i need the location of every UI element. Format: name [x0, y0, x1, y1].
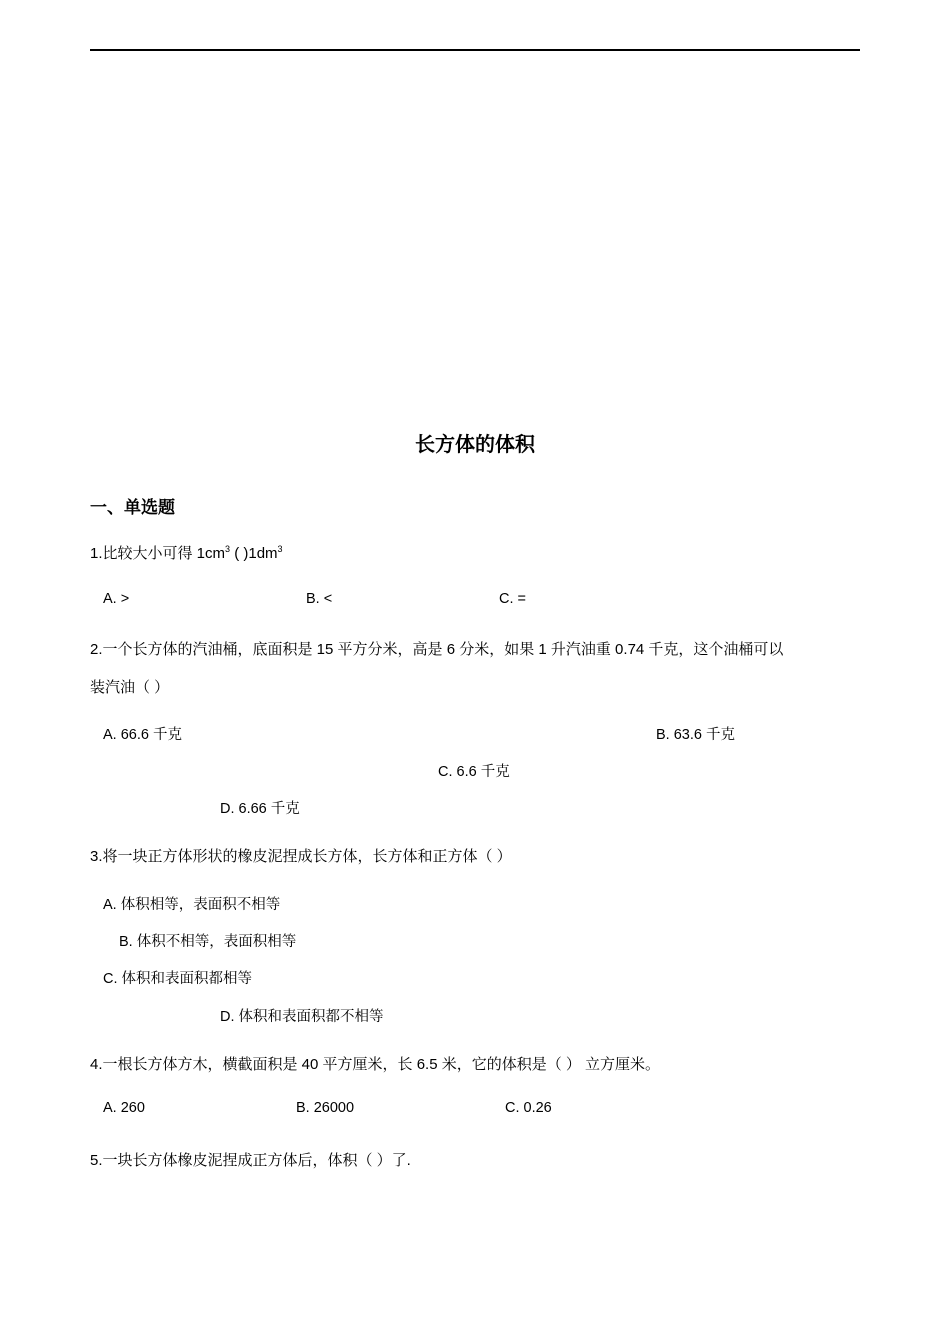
q1-option-b[interactable]: B. < [306, 591, 333, 607]
page-title: 长方体的体积 [415, 434, 535, 456]
q2-option-c[interactable]: C. 6.6 千克 [438, 764, 510, 780]
q1-option-a[interactable]: A. > [103, 591, 130, 607]
question-4: 4.一根长方体方木，横截面积是 40 平方厘米，长 6.5 米，它的体积是（ ） 立方厘米。 [90, 1056, 661, 1073]
question-1-exponent-a: 3 [225, 544, 231, 554]
q1-option-c[interactable]: C. = [499, 591, 526, 607]
q3-option-a[interactable]: A. 体积相等，表面积不相等 [103, 897, 281, 913]
q2-option-d[interactable]: D. 6.66 千克 [220, 801, 300, 817]
q3-option-d[interactable]: D. 体积和表面积都不相等 [220, 1009, 384, 1025]
q2-option-a[interactable]: A. 66.6 千克 [103, 727, 182, 743]
q4-option-b[interactable]: B. 26000 [296, 1100, 355, 1116]
q4-option-c[interactable]: C. 0.26 [505, 1100, 552, 1116]
question-5: 5.一块长方体橡皮泥捏成正方体后，体积（ ）了. [90, 1152, 411, 1169]
question-2-line-2: 装汽油（ ） [90, 679, 170, 696]
q4-option-a[interactable]: A. 260 [103, 1100, 145, 1116]
section-heading: 一、单选题 [90, 498, 175, 517]
question-1-text-a: 1.比较大小可得 1cm [90, 545, 226, 562]
question-1-text-b: ( )1dm [230, 545, 278, 562]
question-1-exponent-b: 3 [277, 544, 283, 554]
question-1 [90, 542, 283, 563]
question-2-line-1: 2.一个长方体的汽油桶，底面积是 15 平方分米，高是 6 分米，如果 1 升汽油重 0.74 千克，这个油桶可以 [90, 641, 784, 658]
header-rule [90, 49, 860, 51]
question-3: 3.将一块正方体形状的橡皮泥捏成长方体，长方体和正方体（ ） [90, 848, 512, 865]
q2-option-b[interactable]: B. 63.6 千克 [656, 727, 735, 743]
q3-option-c[interactable]: C. 体积和表面积都相等 [103, 971, 253, 987]
q3-option-b[interactable]: B. 体积不相等，表面积相等 [119, 934, 297, 950]
